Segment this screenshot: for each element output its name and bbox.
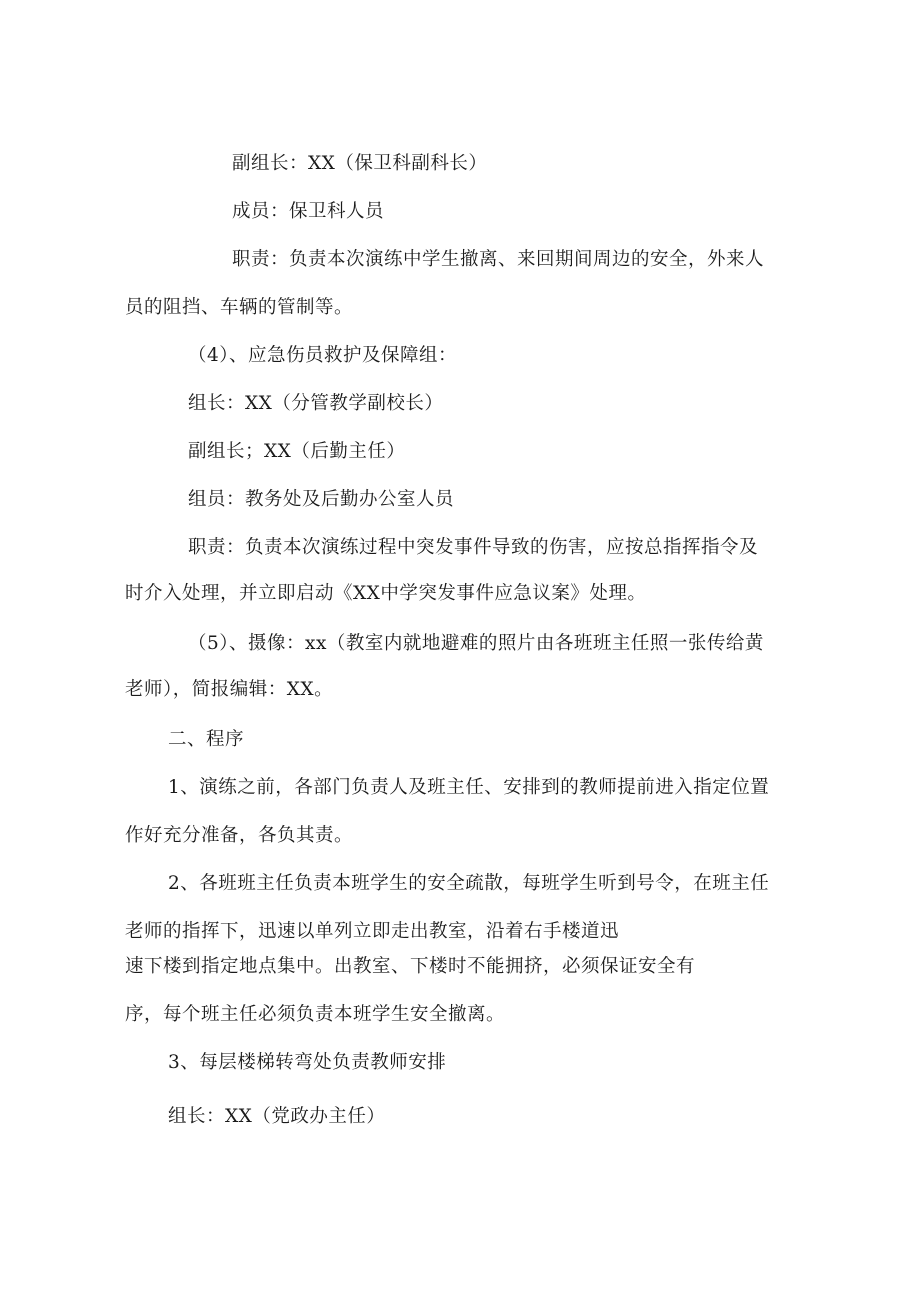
- line-duty-rescue-2: 时介入处理，并立即启动《XX中学突发事件应急议案》处理。: [125, 583, 647, 604]
- section-heading-5: （5）、摄像：xx（教室内就地避难的照片由各班班主任照一张传给黄: [188, 633, 764, 654]
- line-members-security: 成员：保卫科人员: [232, 201, 385, 222]
- line-procedure-2c: 速下楼到指定地点集中。出教室、下楼时不能拥挤，必须保证安全有: [125, 956, 696, 977]
- line-procedure-2b: 老师的指挥下，迅速以单列立即走出教室，沿着右手楼道迅: [125, 921, 620, 942]
- line-deputy-leader-rescue: 副组长；XX（后勤主任）: [188, 441, 406, 462]
- line-procedure-2a: 2、各班班主任负责本班学生的安全疏散，每班学生听到号令，在班主任: [168, 873, 770, 894]
- line-duty-security-2: 员的阻挡、车辆的管制等。: [125, 297, 354, 318]
- line-procedure-1b: 作好充分准备，各负其责。: [125, 825, 354, 846]
- line-duty-security-1: 职责：负责本次演练中学生撤离、来回期间周边的安全，外来人: [232, 249, 765, 270]
- section-heading-procedure: 二、程序: [168, 729, 245, 750]
- line-procedure-3: 3、每层楼梯转弯处负责教师安排: [168, 1052, 447, 1073]
- line-leader-rescue: 组长：XX（分管教学副校长）: [188, 393, 444, 414]
- line-members-rescue: 组员：教务处及后勤办公室人员: [188, 489, 455, 510]
- line-duty-rescue-1: 职责：负责本次演练过程中突发事件导致的伤害，应按总指挥指令及: [188, 537, 759, 558]
- line-procedure-1a: 1、演练之前，各部门负责人及班主任、安排到的教师提前进入指定位置: [168, 777, 770, 798]
- line-procedure-2d: 序，每个班主任必须负责本班学生安全撤离。: [125, 1004, 506, 1025]
- section-heading-4: （4）、应急伤员救护及保障组：: [188, 345, 458, 366]
- line-photo-2: 老师），简报编辑：XX。: [125, 679, 334, 700]
- line-leader-party-office: 组长：XX（党政办主任）: [168, 1106, 386, 1127]
- line-deputy-leader-security: 副组长：XX（保卫科副科长）: [232, 153, 488, 174]
